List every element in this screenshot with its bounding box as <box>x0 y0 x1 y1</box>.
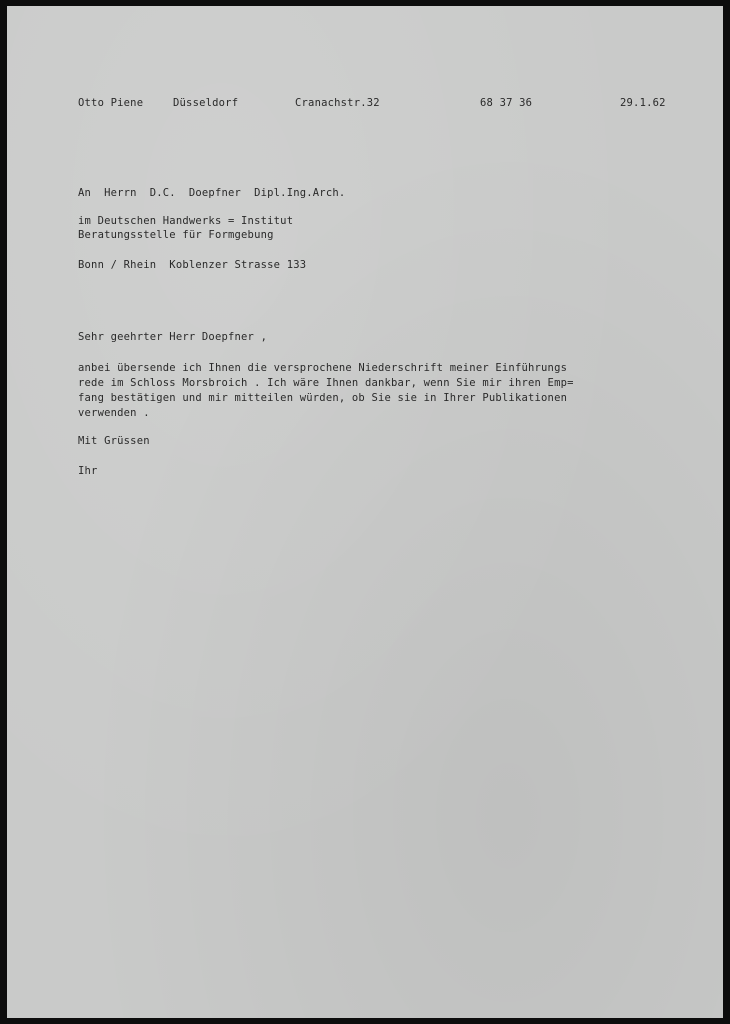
body-line: fang bestätigen und mir mitteilen würden, ob Sie sie in Ihrer Publikationen <box>78 392 568 404</box>
letter-date: 29.1.62 <box>620 97 666 109</box>
closing: Mit Grüssen <box>78 435 150 447</box>
recipient-institution: im Deutschen Handwerks = Institut <box>78 215 294 227</box>
sender-city: Düsseldorf <box>173 97 239 109</box>
signoff: Ihr <box>78 465 98 477</box>
recipient-city-street: Bonn / Rhein Koblenzer Strasse 133 <box>78 259 307 271</box>
sender-phone: 68 37 36 <box>480 97 533 109</box>
recipient-name: An Herrn D.C. Doepfner Dipl.Ing.Arch. <box>78 187 346 199</box>
recipient-department: Beratungsstelle für Formgebung <box>78 229 274 241</box>
body-line: rede im Schloss Morsbroich . Ich wäre Ihnen dankbar, wenn Sie mir ihren Emp= <box>78 377 574 389</box>
sender-street: Cranachstr.32 <box>295 97 380 109</box>
body-line: verwenden . <box>78 407 150 419</box>
body-line: anbei übersende ich Ihnen die versprochene Niederschrift meiner Einführungs <box>78 362 568 374</box>
sender-name: Otto Piene <box>78 97 144 109</box>
salutation: Sehr geehrter Herr Doepfner , <box>78 331 268 343</box>
letter-page <box>7 6 723 1018</box>
